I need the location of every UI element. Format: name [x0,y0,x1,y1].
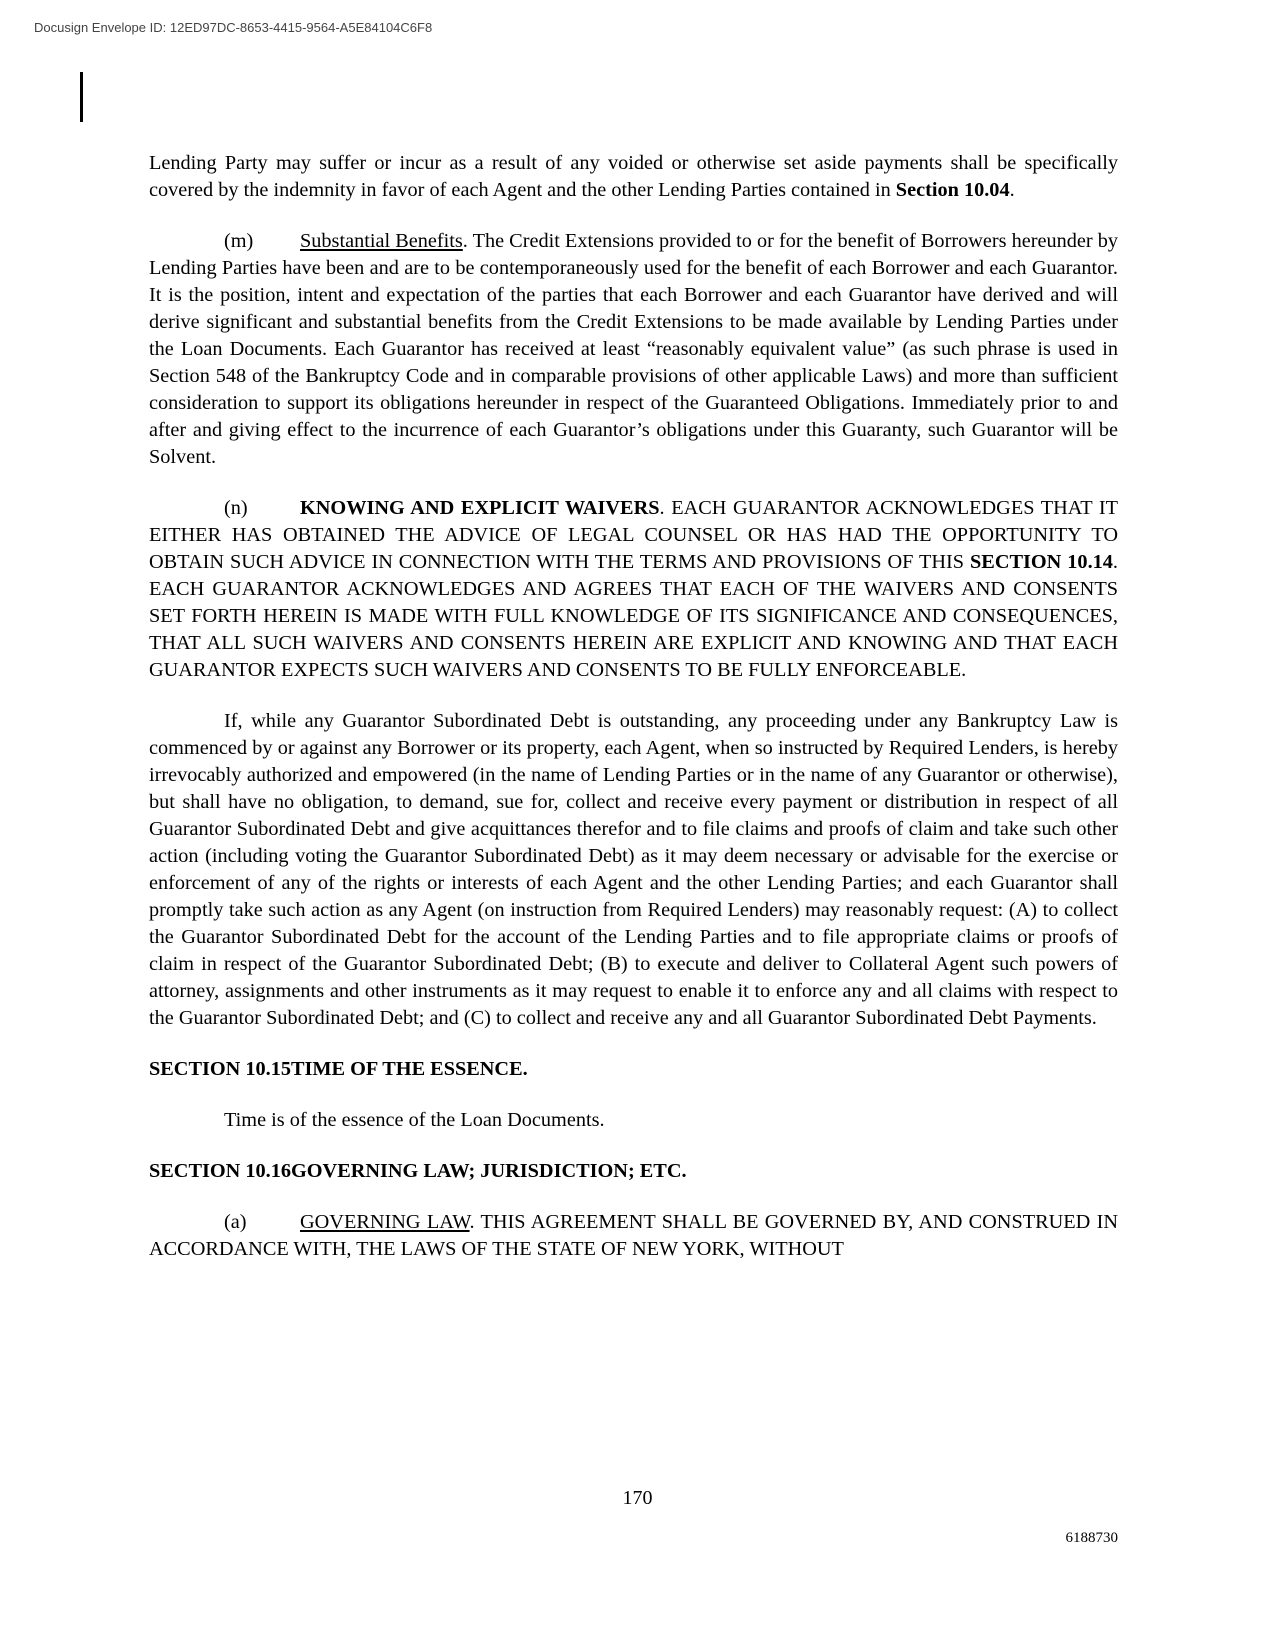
paragraph-text: . [1009,179,1015,201]
document-number: 6188730 [1065,1530,1118,1546]
paragraph-time-of-essence: Time is of the essence of the Loan Documents. [224,1109,605,1131]
paragraph-l-continuation [149,150,1118,204]
section-heading-10-15: SECTION 10.15TIME OF THE ESSENCE. [149,1058,528,1080]
clause-label: (m) [224,230,254,252]
page-number: 170 [622,1487,653,1509]
paragraph-text: Lending Party may suffer or incur as a result of any voided or otherwise set aside payments shall be specifically covered by the indemnity in favor of each Agent and the other Lending Parties contained in [149,152,1118,201]
paragraph-text: . The Credit Extensions provided to or for the benefit of Borrowers hereunder by Lending Parties have been and are to be contemporaneously used for the benefit of each Borrower and each Guarantor. It is the position, intent and expectation of the parties that each Borrower and each Guarantor have derived and will derive significant and substantial benefits from the Credit Extensions to be made available by Lending Parties under the Loan Documents. Each Guarantor has received at least “reasonably equivalent value” (as such phrase is used in Section 548 of the Bankruptcy Code and in comparable provisions of other applicable Laws) and more than sufficient consideration to support its obligations hereunder in respect of the Guaranteed Obligations. Immediately prior to and after and giving effect to the incurrence of each Guarantor’s obligations under this Guaranty, such Guarantor will be Solvent. [149,230,1119,468]
paragraph-text: . EACH GUARANTOR ACKNOWLEDGES AND AGREES THAT EACH OF THE WAIVERS AND CONSENTS SET FORTH HEREIN IS MADE WITH FULL KNOWLEDGE OF ITS SIGNIFICANCE AND CONSEQUENCES, THAT ALL SUCH WAIVERS AND CONSENTS HEREIN ARE EXPLICIT AND KNOWING AND THAT EACH GUARANTOR EXPECTS SUCH WAIVERS AND CONSENTS TO BE FULLY ENFORCEABLE. [149,551,1118,681]
section-reference: SECTION 10.14 [970,551,1113,573]
clause-heading: KNOWING AND EXPLICIT WAIVERS [300,497,660,519]
revision-change-bar [80,72,83,122]
paragraph-n [149,495,1118,684]
clause-label: (n) [224,497,248,519]
paragraph-m [149,228,1118,471]
clause-heading: GOVERNING LAW [300,1211,470,1233]
paragraph-text: . THIS AGREEMENT SHALL BE GOVERNED BY, AND CONSTRUED IN ACCORDANCE WITH, THE LAWS OF THE STATE OF NEW YORK, WITHOUT [149,1211,1118,1260]
paragraph-governing-law [149,1209,1118,1263]
clause-label: (a) [224,1211,247,1233]
paragraph-subordinated-debt: If, while any Guarantor Subordinated Debt is outstanding, any proceeding under any Bankruptcy Law is commenced by or against any Borrower or its property, each Agent, when so instructed by Required Lenders, is hereby irrevocably authorized and empowered (in the name of Lending Parties or in the name of any Guarantor or otherwise), but shall have no obligation, to demand, sue for, collect and receive every payment or distribution in respect of all Guarantor Subordinated Debt and give acquittances therefor and to file claims and proofs of claim and take such other action (including voting the Guarantor Subordinated Debt) as it may deem necessary or advisable for the exercise or enforcement of any of the rights or interests of each Agent and the other Lending Parties; and each Guarantor shall promptly take such action as any Agent (on instruction from Required Lenders) may reasonably request: (A) to collect the Guarantor Subordinated Debt for the account of the Lending Parties and to file appropriate claims or proofs of claim in respect of the Guarantor Subordinated Debt; (B) to execute and deliver to Collateral Agent such powers of attorney, assignments and other instruments as it may request to enable it to enforce any and all claims with respect to the Guarantor Subordinated Debt; and (C) to collect and receive any and all Guarantor Subordinated Debt Payments. [149,710,1118,1029]
section-reference: Section 10.04 [895,179,1010,201]
section-heading-10-16: SECTION 10.16GOVERNING LAW; JURISDICTION; ETC. [149,1160,687,1182]
clause-heading: Substantial Benefits [300,230,463,252]
paragraph-text: . EACH GUARANTOR ACKNOWLEDGES THAT IT EITHER HAS OBTAINED THE ADVICE OF LEGAL COUNSEL OR HAS HAD THE OPPORTUNITY TO OBTAIN SUCH ADVICE IN CONNECTION WITH THE TERMS AND PROVISIONS OF THIS [149,497,1118,573]
document-body [149,150,1118,1287]
docusign-envelope-id: Docusign Envelope ID: 12ED97DC-8653-4415-9564-A5E84104C6F8 [34,20,433,35]
